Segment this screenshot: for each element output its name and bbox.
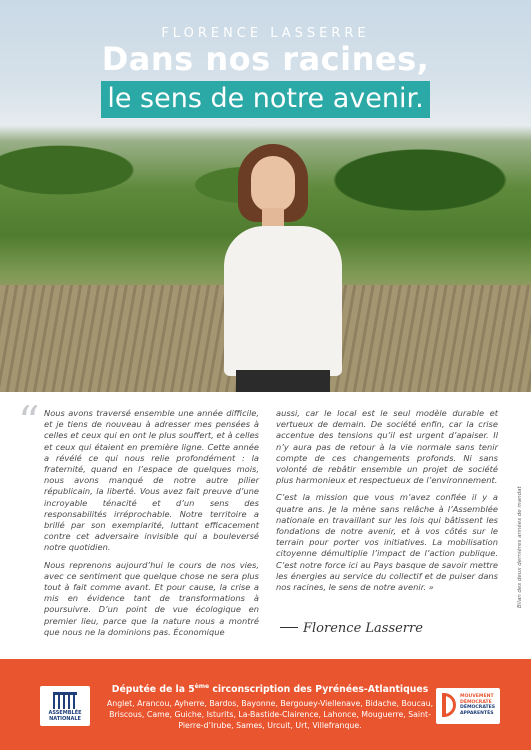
md-logo-line: APPARENTÉS <box>460 710 494 716</box>
md-logo-line: DÉMOCRATE <box>460 699 492 705</box>
letter-column-1 <box>44 408 259 644</box>
md-logo-line: MOUVEMENT <box>460 694 494 699</box>
footer-communes: Anglet, Arancou, Ayherre, Bardos, Bayonne, Bergouey-Viellenave, Bidache, Boucau, Briscous, Came, Guiche, Isturits, La-Bastide-Clairence, Lahonce, Mouguerre, Saint-Pierre-d’Irube, Sames, Urcuit, Urt, Villefranque. <box>106 699 434 730</box>
letter-paragraph: aussi, car le local est le seul modèle durable et vertueux de demain. De société enfin, car la crise accentue des tensions qu’il est urgent d’apaiser. Il n’y aura pas de retour à la vie normale sans tenir compte de ces changements profonds. Ni sans volonté de rebâtir ensemble un projet de société plus harmonieux et respectueux de l’environnement. <box>276 408 498 486</box>
footer-title-pre: Députée de la 5 <box>111 684 195 696</box>
md-logo-line: DÉMOCRATES <box>460 705 496 711</box>
candidate-portrait <box>218 142 353 392</box>
footer-title-post: circonscription des Pyrénées-Atlantiques <box>209 684 429 696</box>
page-subtitle: le sens de notre avenir. <box>101 81 429 118</box>
assemblee-nationale-logo <box>40 686 90 726</box>
md-logo-text <box>460 694 495 716</box>
letter-column-2 <box>276 408 498 599</box>
footer-title <box>100 683 440 695</box>
quote-mark-icon: “ <box>18 397 40 446</box>
signature: Florence Lasserre <box>303 621 423 636</box>
assemblee-nationale-logo-text: ASSEMBLÉE NATIONALE <box>48 710 82 722</box>
letter-paragraph: C’est la mission que vous m’avez confiée il y a quatre ans. Je la mène sans relâche à l’Assemblée nationale en travaillant sur les lois qui bâtissent les fondations de notre avenir, et à vos côtés sur le terrain pour porter vos initiatives. La mobilisation citoyenne démultiplie l’impact de l’action publique. C’est notre force ici au Pays basque de savoir mettre les énergies au service du collectif et de puiser dans nos racines, le sens de notre avenir. » <box>276 492 498 593</box>
footer-title-sup: ème <box>194 683 210 690</box>
side-note: Bilan des deux dernières années de mandat <box>517 486 523 608</box>
md-d-icon <box>442 693 456 717</box>
letter-paragraph: Nous reprenons aujourd’hui le cours de nos vies, avec ce sentiment que quelque chose ne sera plus tout à fait comme avant. Et pour cause, la crise a mis en évidence tant de transformations à poursuivre. D’un point de vue écologique en premier lieu, parce que la nature nous a montré que nous ne la dominions pas. Économique <box>44 559 259 637</box>
page-title: Dans nos racines, <box>101 40 430 78</box>
letter-paragraph: Nous avons traversé ensemble une année difficile, et je tiens de nouveau à adresser mes pensées à celles et ceux qui en ont le plus souffert, et à celles et ceux qui étaient en première ligne. Cette année a révélé ce qui nous relie profondément : la fraternité, quand en l’espace de quelques mois, nous avons manqué de notre autre pilier républicain, la liberté. Vous avez fait preuve d’une incroyable ténacité et d’un sens des responsabilités irréprochable. Notre territoire a brillé par son exemplarité, luttant efficacement contre cet adversaire invisible qui a bouleversé notre quotidien. <box>44 408 259 553</box>
portrait-shirt <box>224 226 342 376</box>
subtitle-wrap <box>0 81 531 118</box>
portrait-face <box>251 156 295 212</box>
candidate-name: FLORENCE LASSERRE <box>161 26 370 41</box>
portrait-pants <box>236 370 330 392</box>
columns-icon <box>53 692 77 709</box>
mouvement-democrate-logo <box>436 688 500 724</box>
signature-line <box>280 627 298 628</box>
